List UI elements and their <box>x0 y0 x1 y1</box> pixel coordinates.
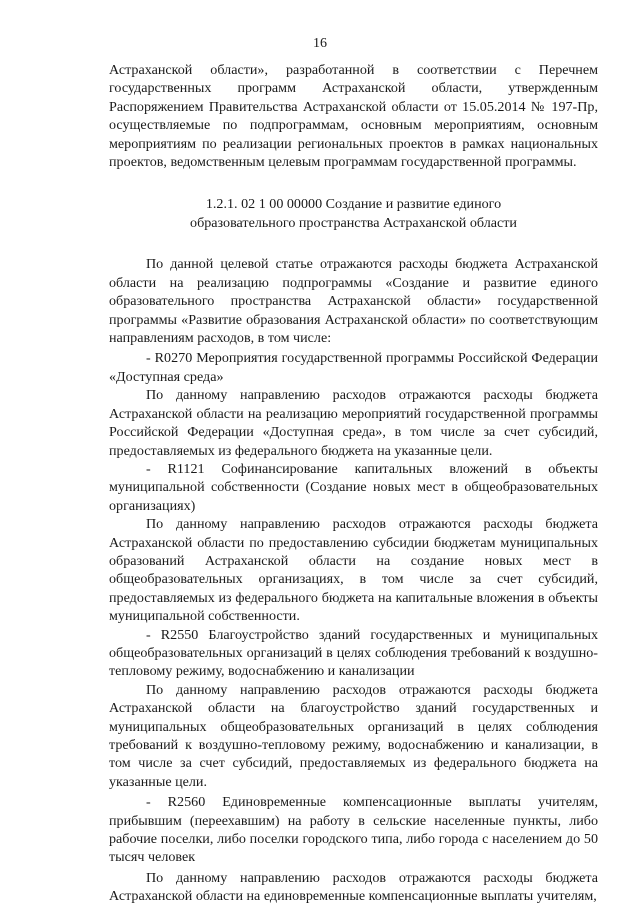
section-heading-line-1: 1.2.1. 02 1 00 00000 Создание и развитие единого <box>205 196 502 213</box>
page-number: 16 <box>313 36 327 51</box>
body-paragraph: По данному направлению расходов отражаются расходы бюджета Астраханской области по предоставлению субсидии бюджетам муниципальных образований Астраханской области на создание новых мест в общеобразовательных организациях, в том числе за счет субсидий, предоставляемых из федерального бюджета на капитальные вложения в объекты муниципальной собственности. <box>109 516 598 625</box>
body-paragraph: По данному направлению расходов отражаются расходы бюджета Астраханской области на единовременные компенсационные выплаты учителям, <box>109 869 598 905</box>
expense-item-r0270: - R0270 Мероприятия государственной программы Российской Федерации «Доступная среда» <box>109 350 598 385</box>
section-heading <box>109 195 598 233</box>
intro-paragraph: Астраханской области», разработанной в соответствии с Перечнем государственных программ Астраханской области, утвержденным Распоряжением Правительства Астраханской области от 15.05.2014 № 197-Пр, осуществляемые по подпрограммам, основным мероприятиям, основным мероприятиям по реализации региональных проектов в рамках национальных проектов, ведомственным целевым программам государственной программы. <box>109 62 598 171</box>
body-paragraph: По данному направлению расходов отражаются расходы бюджета Астраханской области на реализацию мероприятий государственной программы Российской Федерации «Доступная среда», в том числе за счет субсидий, предоставляемых из федерального бюджета на указанные цели. <box>109 387 598 459</box>
section-heading-line-2: образовательного пространства Астраханской области <box>190 215 517 232</box>
body-paragraph: По данному направлению расходов отражаются расходы бюджета Астраханской области на благоустройство зданий государственных и муниципальных общеобразовательных организаций в целях соблюдения требований к воздушно-тепловому режиму, водоснабжению и канализации, в том числе за счет субсидий, предоставляемых из федерального бюджета на указанные цели. <box>109 681 598 790</box>
body-paragraph: По данной целевой статье отражаются расходы бюджета Астраханской области на реализацию подпрограммы «Создание и развитие единого образовательного пространства Астраханской области» государственной программы «Развитие образования Астраханской области» по соответствующим направлениям расходов, в том числе: <box>109 256 598 347</box>
document-body <box>109 61 598 906</box>
expense-item-r2560: - R2560 Единовременные компенсационные выплаты учителям, прибывшим (переехавшим) на работу в сельские населенные пункты, либо рабочие поселки, либо поселки городского типа, либо города с населением до 50 тысяч человек <box>109 794 598 866</box>
expense-item-r1121: - R1121 Софинансирование капитальных вложений в объекты муниципальной собственности (Создание новых мест в общеобразовательных организациях) <box>109 460 598 514</box>
expense-item-r2550: - R2550 Благоустройство зданий государственных и муниципальных общеобразовательных организаций в целях соблюдения требований к воздушно-тепловому режиму, водоснабжению и канализации <box>109 626 598 680</box>
